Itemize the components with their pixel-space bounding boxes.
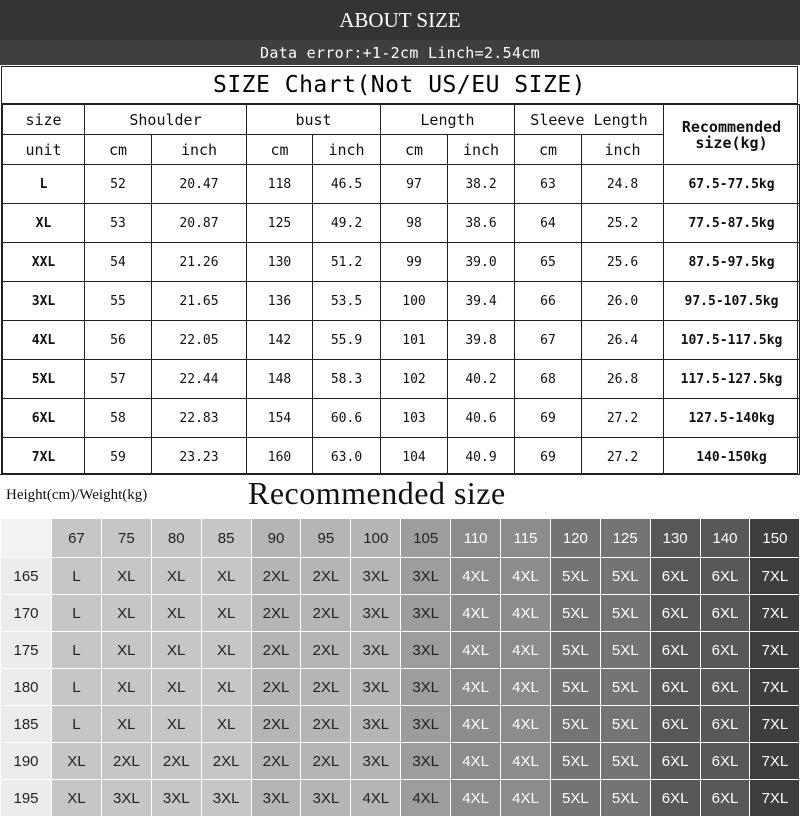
size-recommendation-cell: 5XL [550,558,600,595]
size-chart-table [2,104,800,477]
shoulder-inch-cell: 21.26 [152,243,247,282]
size-recommendation-cell: 4XL [451,780,501,817]
size-recommendation-cell: XL [52,780,102,817]
size-recommendation-cell: XL [101,558,151,595]
shoulder-cm-cell: 57 [85,360,152,399]
size-cell: XXL [3,243,85,282]
recommended-weight-cell: 140-150kg [664,438,800,477]
size-recommendation-cell: 2XL [251,743,301,780]
length-inch-cell: 38.6 [448,204,515,243]
size-recommendation-cell: XL [201,632,251,669]
size-recommendation-cell: 3XL [351,558,401,595]
height-row [1,558,800,595]
size-recommendation-cell: XL [201,595,251,632]
size-recommendation-cell: XL [52,743,102,780]
size-recommendation-cell: XL [201,558,251,595]
weight-header-cell: 110 [451,519,501,558]
recommended-weight-cell: 67.5-77.5kg [664,165,800,204]
size-recommendation-cell: 7XL [750,558,800,595]
size-recommendation-cell: 2XL [201,743,251,780]
size-recommendation-cell: 5XL [600,780,650,817]
length-inch-cell: 38.2 [448,165,515,204]
size-cell: 5XL [3,360,85,399]
length-header: Length [381,105,515,135]
bust-inch-cell: 46.5 [313,165,381,204]
size-recommendation-cell: 4XL [501,780,551,817]
size-row [3,243,800,282]
size-recommendation-cell: XL [151,706,201,743]
recommended-header [0,474,800,519]
shoulder-cm-cell: 55 [85,282,152,321]
size-row [3,438,800,477]
shoulder-inch-cell: 22.05 [152,321,247,360]
weight-header-row [1,519,800,558]
size-recommendation-cell: 5XL [550,632,600,669]
size-recommendation-cell: 6XL [650,632,700,669]
bust-cm-cell: 142 [247,321,313,360]
size-recommendation-cell: 2XL [101,743,151,780]
size-recommendation-cell: 2XL [251,558,301,595]
size-recommendation-cell: 5XL [550,706,600,743]
sleeve-inch-cell: 24.8 [582,165,664,204]
size-recommendation-cell: 7XL [750,632,800,669]
size-cell: XL [3,204,85,243]
recommended-size-grid [0,518,800,817]
size-row [3,165,800,204]
size-cell: 7XL [3,438,85,477]
height-weight-label: Height(cm)/Weight(kg) [6,487,148,503]
unit-inch: inch [582,135,664,165]
bust-inch-cell: 51.2 [313,243,381,282]
sleeve-cm-cell: 68 [515,360,582,399]
size-cell: 4XL [3,321,85,360]
shoulder-cm-cell: 56 [85,321,152,360]
height-row [1,780,800,817]
recommended-weight-cell: 77.5-87.5kg [664,204,800,243]
recommended-weight-cell: 127.5-140kg [664,399,800,438]
weight-header-cell: 90 [251,519,301,558]
size-recommendation-cell: 7XL [750,706,800,743]
size-header: size [3,105,85,135]
sleeve-cm-cell: 63 [515,165,582,204]
size-recommendation-cell: 5XL [550,780,600,817]
size-recommendation-cell: L [52,558,102,595]
weight-header-cell: 100 [351,519,401,558]
recommended-weight-cell: 97.5-107.5kg [664,282,800,321]
sleeve-inch-cell: 27.2 [582,399,664,438]
sleeve-inch-cell: 26.0 [582,282,664,321]
size-recommendation-cell: 6XL [650,780,700,817]
size-recommendation-cell: 6XL [700,706,750,743]
bust-cm-cell: 148 [247,360,313,399]
size-recommendation-cell: XL [101,595,151,632]
size-recommendation-cell: XL [201,669,251,706]
length-cm-cell: 103 [381,399,448,438]
bust-cm-cell: 125 [247,204,313,243]
size-recommendation-cell: XL [151,632,201,669]
size-recommendation-cell: 7XL [750,743,800,780]
size-recommendation-cell: 4XL [401,780,451,817]
size-recommendation-cell: 3XL [401,632,451,669]
sleeve-cm-cell: 66 [515,282,582,321]
weight-header-cell: 150 [750,519,800,558]
size-recommendation-cell: 3XL [301,780,351,817]
sleeve-cm-cell: 69 [515,399,582,438]
sleeve-inch-cell: 26.8 [582,360,664,399]
bust-cm-cell: 160 [247,438,313,477]
size-recommendation-cell: 7XL [750,669,800,706]
size-recommendation-cell: 2XL [301,743,351,780]
height-cell: 180 [1,669,52,706]
bust-inch-cell: 63.0 [313,438,381,477]
size-recommendation-cell: 6XL [700,669,750,706]
shoulder-cm-cell: 52 [85,165,152,204]
size-recommendation-cell: 3XL [351,706,401,743]
bust-cm-cell: 154 [247,399,313,438]
height-cell: 170 [1,595,52,632]
weight-header-cell: 115 [501,519,551,558]
shoulder-cm-cell: 54 [85,243,152,282]
size-recommendation-cell: 4XL [501,743,551,780]
size-recommendation-cell: 2XL [301,632,351,669]
height-row [1,743,800,780]
size-recommendation-cell: 3XL [401,595,451,632]
size-recommendation-cell: 2XL [301,595,351,632]
size-cell: L [3,165,85,204]
size-recommendation-cell: 4XL [501,706,551,743]
sleeve-cm-cell: 69 [515,438,582,477]
bust-cm-cell: 118 [247,165,313,204]
size-recommendation-cell: 4XL [501,632,551,669]
size-recommendation-cell: 3XL [351,669,401,706]
bust-inch-cell: 55.9 [313,321,381,360]
size-recommendation-cell: 6XL [700,632,750,669]
shoulder-inch-cell: 23.23 [152,438,247,477]
height-row [1,595,800,632]
size-recommendation-cell: 6XL [650,669,700,706]
size-recommendation-cell: 4XL [451,743,501,780]
weight-header-cell: 80 [151,519,201,558]
size-recommendation-cell: 2XL [151,743,201,780]
shoulder-inch-cell: 20.47 [152,165,247,204]
height-cell: 195 [1,780,52,817]
size-recommendation-cell: 3XL [351,632,401,669]
size-recommendation-cell: XL [101,632,151,669]
recommended-weight-cell: 107.5-117.5kg [664,321,800,360]
weight-header-cell: 125 [600,519,650,558]
sleeve-cm-cell: 67 [515,321,582,360]
size-recommendation-cell: 7XL [750,595,800,632]
unit-cm: cm [515,135,582,165]
unit-cm: cm [247,135,313,165]
height-cell: 175 [1,632,52,669]
size-recommendation-cell: 5XL [600,558,650,595]
size-recommendation-cell: 4XL [351,780,401,817]
weight-header-cell: 67 [52,519,102,558]
size-recommendation-cell: 3XL [151,780,201,817]
sleeve-inch-cell: 27.2 [582,438,664,477]
unit-header: unit [3,135,85,165]
weight-header-cell: 85 [201,519,251,558]
size-recommendation-cell: 5XL [550,595,600,632]
about-size-title: ABOUT SIZE [0,0,800,40]
size-recommendation-cell: 3XL [351,595,401,632]
size-recommendation-cell: 4XL [501,595,551,632]
group-header-row [3,105,800,135]
size-cell: 6XL [3,399,85,438]
size-recommendation-cell: L [52,706,102,743]
size-recommendation-cell: XL [151,595,201,632]
bust-inch-cell: 53.5 [313,282,381,321]
weight-header-cell: 120 [550,519,600,558]
unit-cm: cm [85,135,152,165]
size-recommendation-cell: 3XL [251,780,301,817]
sleeve-inch-cell: 25.6 [582,243,664,282]
size-recommendation-cell: 5XL [600,669,650,706]
bust-cm-cell: 130 [247,243,313,282]
size-recommendation-cell: L [52,669,102,706]
length-cm-cell: 102 [381,360,448,399]
size-recommendation-cell: 3XL [401,743,451,780]
unit-inch: inch [448,135,515,165]
size-recommendation-cell: 5XL [550,743,600,780]
shoulder-inch-cell: 20.87 [152,204,247,243]
length-inch-cell: 39.4 [448,282,515,321]
sleeve-inch-cell: 26.4 [582,321,664,360]
sleeve-length-header: Sleeve Length [515,105,664,135]
size-recommendation-cell: 6XL [650,558,700,595]
shoulder-inch-cell: 22.83 [152,399,247,438]
size-recommendation-cell: L [52,595,102,632]
size-recommendation-cell: 6XL [650,595,700,632]
corner-cell [1,519,52,558]
size-recommendation-cell: 5XL [600,706,650,743]
size-recommendation-cell: 2XL [301,558,351,595]
length-inch-cell: 40.6 [448,399,515,438]
size-recommendation-cell: 5XL [550,669,600,706]
size-recommendation-cell: 3XL [101,780,151,817]
size-row [3,282,800,321]
weight-header-cell: 140 [700,519,750,558]
size-recommendation-cell: XL [101,669,151,706]
shoulder-inch-cell: 21.65 [152,282,247,321]
size-recommendation-cell: 4XL [501,558,551,595]
size-recommendation-cell: 2XL [251,632,301,669]
size-recommendation-cell: 6XL [700,558,750,595]
size-recommendation-cell: L [52,632,102,669]
size-recommendation-cell: 4XL [451,558,501,595]
length-cm-cell: 98 [381,204,448,243]
size-recommendation-cell: 7XL [750,780,800,817]
length-cm-cell: 101 [381,321,448,360]
sleeve-inch-cell: 25.2 [582,204,664,243]
weight-header-cell: 75 [101,519,151,558]
recommended-weight-cell: 87.5-97.5kg [664,243,800,282]
shoulder-cm-cell: 59 [85,438,152,477]
length-inch-cell: 39.8 [448,321,515,360]
weight-header-cell: 130 [650,519,700,558]
size-recommendation-cell: 2XL [251,669,301,706]
length-cm-cell: 99 [381,243,448,282]
length-cm-cell: 100 [381,282,448,321]
size-recommendation-cell: 2XL [301,669,351,706]
height-row [1,706,800,743]
bust-inch-cell: 60.6 [313,399,381,438]
size-row [3,321,800,360]
size-recommendation-cell: 5XL [600,743,650,780]
shoulder-cm-cell: 53 [85,204,152,243]
size-recommendation-cell: XL [201,706,251,743]
bust-inch-cell: 49.2 [313,204,381,243]
weight-header-cell: 105 [401,519,451,558]
weight-header-cell: 95 [301,519,351,558]
size-recommendation-cell: 6XL [700,595,750,632]
unit-cm: cm [381,135,448,165]
size-recommendation-cell: 3XL [401,558,451,595]
size-recommendation-cell: 6XL [700,743,750,780]
size-recommendation-cell: XL [151,558,201,595]
size-recommendation-cell: 4XL [451,669,501,706]
size-row [3,204,800,243]
size-recommendation-cell: 2XL [251,595,301,632]
shoulder-cm-cell: 58 [85,399,152,438]
shoulder-header: Shoulder [85,105,247,135]
length-cm-cell: 97 [381,165,448,204]
sleeve-cm-cell: 64 [515,204,582,243]
size-recommendation-cell: 3XL [201,780,251,817]
length-cm-cell: 104 [381,438,448,477]
data-error-note: Data error:+1-2cm Linch=2.54cm [0,40,800,65]
height-cell: 185 [1,706,52,743]
size-recommendation-cell: 2XL [251,706,301,743]
size-recommendation-cell: 4XL [451,632,501,669]
length-inch-cell: 40.2 [448,360,515,399]
length-inch-cell: 39.0 [448,243,515,282]
recommended-size-header: Recommended size(kg) [664,105,800,165]
size-recommendation-cell: XL [151,669,201,706]
bust-inch-cell: 58.3 [313,360,381,399]
length-inch-cell: 40.9 [448,438,515,477]
size-chart [1,66,798,474]
size-recommendation-cell: 3XL [351,743,401,780]
size-cell: 3XL [3,282,85,321]
size-recommendation-cell: 4XL [451,595,501,632]
sleeve-cm-cell: 65 [515,243,582,282]
bust-header: bust [247,105,381,135]
height-cell: 190 [1,743,52,780]
size-row [3,360,800,399]
size-recommendation-cell: XL [101,706,151,743]
size-recommendation-cell: 5XL [600,595,650,632]
size-recommendation-cell: 3XL [401,706,451,743]
size-recommendation-cell: 2XL [301,706,351,743]
shoulder-inch-cell: 22.44 [152,360,247,399]
size-recommendation-cell: 4XL [451,706,501,743]
unit-inch: inch [313,135,381,165]
height-row [1,669,800,706]
unit-inch: inch [152,135,247,165]
recommended-size-title: Recommended size [248,475,506,511]
size-row [3,399,800,438]
height-row [1,632,800,669]
height-cell: 165 [1,558,52,595]
size-recommendation-cell: 6XL [700,780,750,817]
size-chart-title: SIZE Chart(Not US/EU SIZE) [2,67,797,104]
size-recommendation-cell: 4XL [501,669,551,706]
size-recommendation-cell: 3XL [401,669,451,706]
recommended-weight-cell: 117.5-127.5kg [664,360,800,399]
size-recommendation-cell: 5XL [600,632,650,669]
size-recommendation-cell: 6XL [650,743,700,780]
size-recommendation-cell: 6XL [650,706,700,743]
bust-cm-cell: 136 [247,282,313,321]
